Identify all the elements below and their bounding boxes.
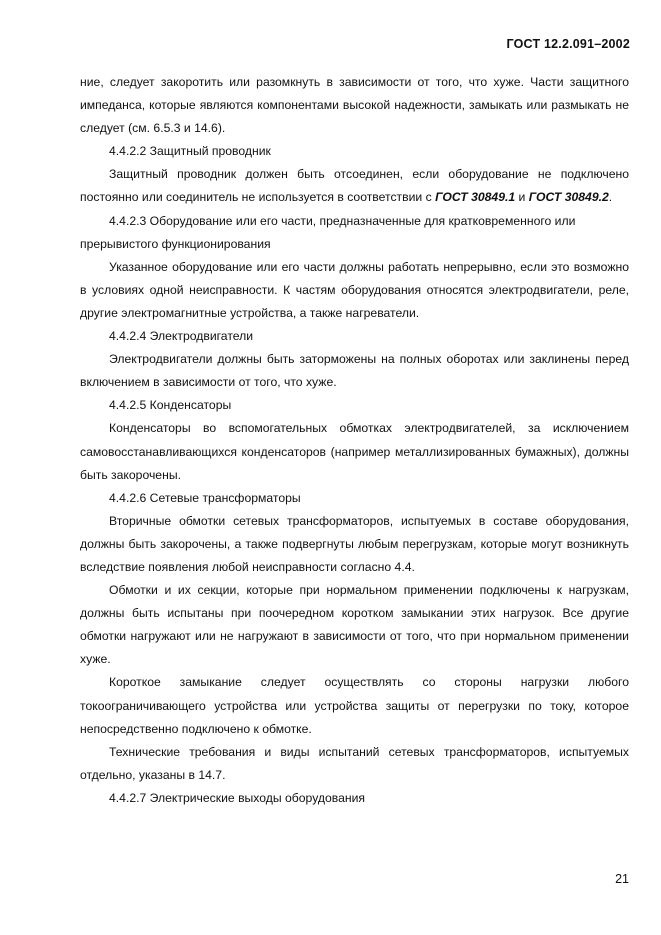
section-heading-4-4-2-4: 4.4.2.4 Электродвигатели — [109, 329, 254, 344]
paragraph-continuation: ние, следует закоротить или разомкнуть в зависимости от того, что хуже. Части защитного импеданса, которые являются компонентами высокой надежности, замыкать или размыкать не следует (см. 6.5.3 и 14.6). — [80, 75, 629, 136]
paragraph-electric-motors: Электродвигатели должны быть заторможены на полных оборотах или заклинены перед включением в зависимости от того, что хуже. — [80, 352, 629, 390]
page-number: 21 — [615, 872, 629, 886]
paragraph-secondary-windings: Вторичные обмотки сетевых трансформаторов, испытуемых в составе оборудования, должны быть закорочены, а также подвергнуты любым перегрузкам, которые могут возникнуть вследствие появления любой неисправности согласно 4.4. — [80, 513, 629, 574]
paragraph-text: Защитный проводник должен быть отсоединен, если оборудование не подключено постоянно или соединитель не используется в соответствии с — [80, 167, 629, 205]
conjunction-text: и — [515, 190, 529, 205]
section-heading-4-4-2-7: 4.4.2.7 Электрические выходы оборудования — [109, 790, 366, 805]
section-heading-4-4-2-3: 4.4.2.3 Оборудование или его части, предназначенные для кратковременного или прерывистого функционирования — [80, 213, 576, 251]
paragraph-technical-requirements: Технические требования и виды испытаний сетевых трансформаторов, испытуемых отдельно, указаны в 14.7. — [80, 744, 629, 782]
section-heading-4-4-2-2: 4.4.2.2 Защитный проводник — [109, 144, 271, 159]
paragraph-equipment-operation: Указанное оборудование или его части должны работать непрерывно, если это возможно в условиях одной неисправности. К частям оборудования относятся электродвигатели, реле, другие электромагнитные устройства, а также нагреватели. — [80, 259, 629, 320]
section-heading-4-4-2-6: 4.4.2.6 Сетевые трансформаторы — [109, 490, 301, 505]
sentence-end: . — [608, 190, 613, 205]
document-standard-id: ГОСТ 12.2.091–2002 — [506, 37, 630, 51]
standard-reference-link[interactable]: ГОСТ 30849.1 — [435, 190, 516, 205]
standard-reference-link[interactable]: ГОСТ 30849.2 — [528, 190, 609, 205]
paragraph-capacitors: Конденсаторы во вспомогательных обмотках электродвигателей, за исключением самовосстанавливающихся конденсаторов (например металлизированных бумажных), должны быть закорочены. — [80, 421, 629, 482]
paragraph-short-circuit: Короткое замыкание следует осуществлять со стороны нагрузки любого токоограничивающего устройства или устройства защиты от перегрузки по току, которое непосредственно подключено к обмотке. — [80, 675, 629, 736]
document-body — [80, 71, 629, 810]
section-heading-4-4-2-5: 4.4.2.5 Конденсаторы — [109, 398, 232, 413]
paragraph-protective-conductor — [80, 163, 629, 209]
paragraph-windings-sections: Обмотки и их секции, которые при нормальном применении подключены к нагрузкам, должны быть испытаны при поочередном коротком замыкании этих нагрузок. Все другие обмотки нагружают или не нагружают в зависимости от того, что при нормальном применении хуже. — [80, 583, 629, 667]
